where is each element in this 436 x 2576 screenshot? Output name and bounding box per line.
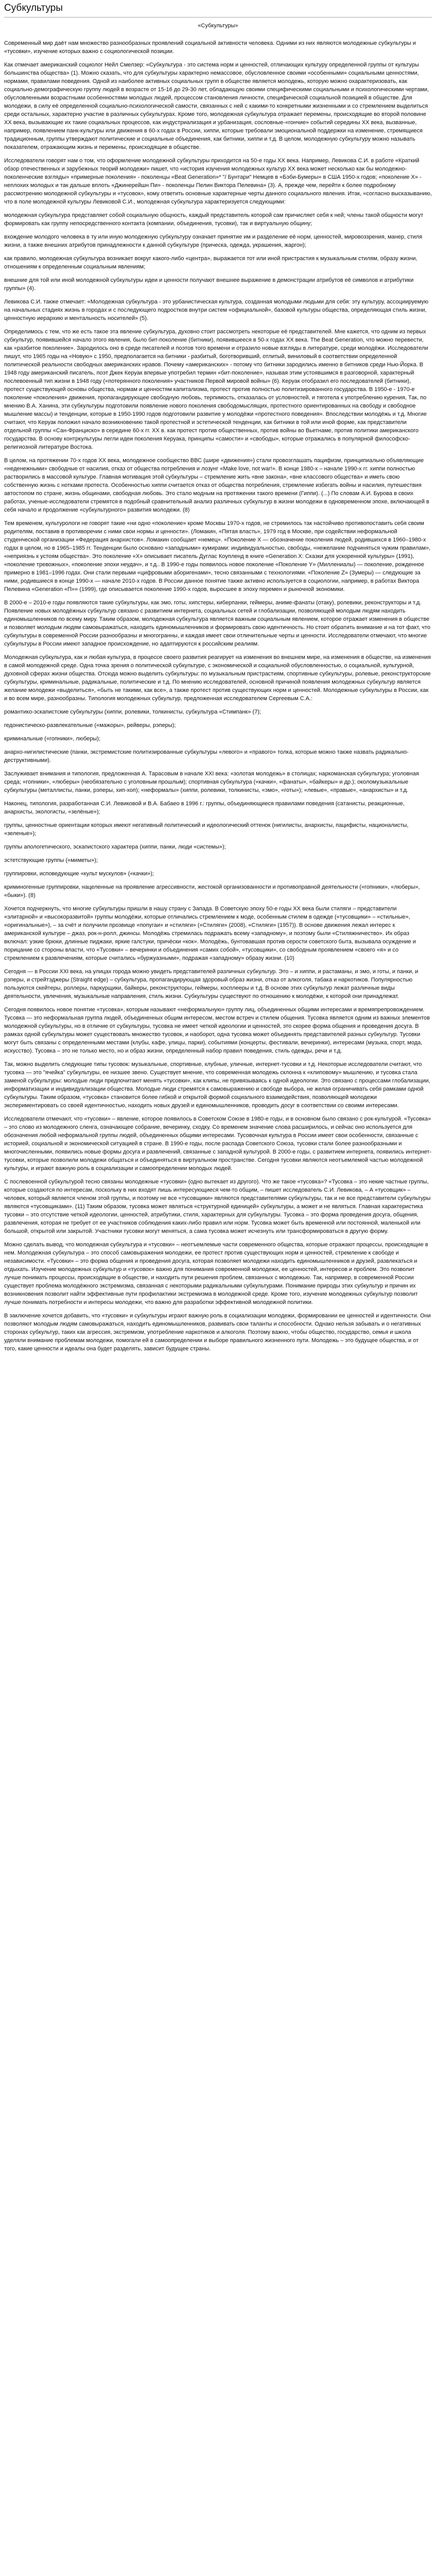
- body-paragraph: Определимось с тем, что же есть такое эта явление субкультура, духовно стоит рассмотреть некоторые её представителей. Мне кажется, что одним из первых субкультур, появившейся начало этого явления, было бит-поколение (битники), появившееся в 50-х годах ХХ века. The Beat Generation, что можно перевести, как «разбитое поколение». Зародилось оно в среде писателей и поэтов того времени и отразило новые взгляды в литературе, среди молодёжи. Исследователи пишут, что 1965 годы на «Новую» с 1950, предполагается на битники - разбитый, боготворивший, отлитый, виниловый в соответствии определенной политической реальности свободных американских нравов. Почему «американских» - потому что битники зародились именно в битников среди Нью-Йорка. В 1948 году американский писатель, поэт Джек Керуак впервые употребил термин «бит-поколение», называя этим устоявшимся в разговорной, характерный послевоенный тип жизни в 1948 году («потерянного поколения» участников Первой мировой войны» (6). Керуак отобразил его последователей (битники), протест существующей основы общества, нормам и ценностям капитализма, протест против полностью политизированного государства. В 1950-е - 1970-е поколение «поколения» движения, пропагандирующее свободную любовь, терпимость, отказалась от условностей, и тяготела к употреблению курения, Так, по мнению В.А. Ханина, эти субкультуры подготовили появление нового поколения свободомыслящих, протестного ориентированных на свободу и свободное мышление массы) и тенденции, которые в 1950-1990 годов подготовили развитие у молодёжи «протестного поведения». Впоследствии молодёжь и т.д. Многие считают, что Керуак положил начало возникновению такой протестной и эстетической тенденции, как битники в той или иной форме, как представители отдельной группы «Сан-Франциско» в середине 60-х гг. XX в. как протест против общественных, против войны во Вьетнаме, против политики американского государства. В основу контркультуры легли идеи поколения Керуака, принципы «самости» и «свободы», которые отражались в популярной философско-религиозной литературе Востока.: [4, 328, 428, 450]
- body-paragraph: Наконец, типология, разработанная С.И. Левиковой и В.А. Бабаео в 1996 г.: группы, объединяющиеся правилами поведения (сатанисты, реакционные, анархисты, экологисты, «зелёные»);: [4, 800, 405, 815]
- body-paragraph: Молодежная субкультура, как и любая культура, в процессе своего развития реагирует на изменения во внешнем мире, на изменения в обществе, на изменения в самой молодежной среде. Одна точка зрения о политической субкультуре, с экономической и социальной обусловленностью, о социальной, культурной, духовной сферах жизни общества. Отсюда можно выделить субкультуры: по музыкальным пристрастиям, спортивные субкультуры, ролевые, реконструкторские субкультуры, криминальные, радикальные, политические и т.д. По мнению исследователей, основной причиной появления молодежных субкультур является желание молодежи «выделиться», «быть не такими, как все», а также протест против существующих норм и ценностей. Молодежные субкультуры в России, как и во всем мире, разнообразны. Типология молодежных субкультур, предложенная исследователем Сергеевым С.А.:: [4, 654, 431, 702]
- page-title: Субкультуры: [4, 2, 432, 18]
- body-paragraph: Современный мир даёт нам множество разнообразных проявлений социальной активности человека. Одними из них являются молодежные субкультуры и «тусовки», изучение которых важно с социологической позиции.: [4, 40, 416, 55]
- body-paragraph: В заключение хочется добавить, что «тусовки» и субкультуры играют важную роль в социализации молодежи, формировании ее ценностей и идентичности. Они позволяют молодым людям самовыражаться, находить единомышленников, развивать свои таланты и способности. Однако нельзя забывать и о негативных сторонах субкультур, таких как агрессия, экстремизм, употребление наркотиков и алкоголя. Поэтому важно, чтобы общество, государство, семья и школа уделяли внимание проблемам молодежи, помогали ей в самоопределении и выборе правильного жизненного пути. Молодежь – это будущее общества, и от того, какие ценности и идеалы она будет разделять, зависит будущее страны.: [4, 1312, 431, 1352]
- document-heading: «Субкультуры»: [198, 22, 238, 29]
- body-paragraph: С послевоенной субкультурой тесно связаны молодежные «тусовки» (одно вытекает из другого). Что же такое «тусовка»? «Тусовка – это некие частные группы, которые создаются по интересам, поскольку в них входят лишь интересующиеся чем-то общим, – пишет исследователь С.И. Левикова, – А «тусовщик» – человек, который является членом этой группы, и поэтому не все «тусовщики» являются представителями субкультуры, так и не все представители субкультуры являются «тусовщиками». (11) Таким образом, тусовка может являться «структурной единицей» субкультуры, а может и не являться. Главная характеристика тусовки – это отсутствие четкой идеологии, ценностей, атрибутики, стиля, характерных для субкультуры. Тусовка – это форма проведения досуга, общения, развлечения, которая не требует от ее участников соблюдения каких-либо правил или норм. Тусовка может быть временной или постоянной, маленькой или большой, открытой или закрытой. Участники тусовки могут меняться, а сама тусовка может исчезнуть или трансформироваться в другую форму.: [4, 1178, 431, 1234]
- body-paragraph: как правило, молодежная субкультура возникает вокруг какого-либо «центра», выражается тот или иной пристрастия к музыкальным стилям, образу жизни, отношениям к определенным социальным явлениям;: [4, 255, 417, 270]
- body-paragraph: криминальные («гопники», люберы);: [4, 735, 101, 742]
- body-paragraph: криминогенные группировки, нацеленные на проявление агрессивности, жестокой организованности и противоправной деятельности («гопники», «люберы», «быки»). (8): [4, 884, 420, 899]
- body-paragraph: Как отмечает американский социолог Нейл Смелзер: «Субкультура - это система норм и ценностей, отличающих культуру определенной группы от культуры большинства общества» (1). Можно сказать, что для субкультуры характерно немассовое, обусловленное своими «особенными» социальными ценностями, нормами, правилами поведения. Одной из наиболее активных социальных групп в обществе является молодежь, которую можно охарактеризовать, как социально-демографическую группу людей в возрасте от 15-16 до 29-30 лет, обладающую своими специфическими социальными и психологическими чертами, обусловленными возрастными особенностями молодых людей, процессом становления личности, специфической социальной позицией в обществе. Для молодежи, в силу её определенной социально-психологической самости, связанных с ней с какими-то конкретными жизненными и со стремлением выделиться среди остальных, характерно участие в различных субкультурах. Кроме того, молодежная субкультура отражает перемены, происходящие во второй половине ХХ века, вызывающие их такие социальных процессов, как индустриализация и урбанизация, сословные-«гончие» событий середины ХХ века, вызванные, например, появлением панк-культуры или движения в 60-х годах в России, хиппи, которые требовали эмоциональной поддержки на изменение, стремящиеся традиционным, группы утверждают политические и социальные объединения, как битники, хиппи и т.д. В целом, молодежную субкультуру можно называть показателем, отражающим жизнь и перемены, происходящие в обществе.: [4, 61, 429, 150]
- body-paragraph: вхождение молодого человека в ту или иную молодежную субкультуру означает принятие им и разделение её норм, ценностей, мировоззрения, манер, стиля жизни, а также внешних атрибутов принадлежности к данной субкультуре (прическа, одежда, украшения, жаргон);: [4, 233, 423, 248]
- body-paragraph: В целом, на протяжении 70-х годов ХХ века, молодежное сообщество ВВС (шире «движения») стали провозглашать пацифизм, принципиально объявляющие «неденежными» свободные от насилия, отказ от общества потребления и лозунг «Make love, not war!». В конце 1980-х – начале 1990-х гг. хиппи полностью растворились в массовой культуре. Главная мотивация этой субкультуры – стремление жить «вне закона», «вне классового общества» и иметь свою собственную жизнь с нотками протеста. Особенностью хиппи считается отказ от общества потребления, стремление избегать войны и насилия, путешествия автостопом по стране, жизнь общинами, свободная любовь. Это стало модным на протяжении такого времени (Гиппи). (...) По словам А.И. Бурова в своих работах, ученые-исследователи стремятся в подобный сравнительный анализ различных субкультур в жизни молодежи в одновременном эпохе, включающей в себя начало и продолжение «субкультурного» развития молодежи. (8): [4, 457, 429, 513]
- body-paragraph: Так, можно выделить следующие типы тусовок: музыкальные, спортивные, клубные, уличные, интернет-тусовки и т.д. Некоторые исследователи считают, что тусовка — это "ячейка" субкультуры, ее низшее звено. Существует мнение, что современная молодежь склонна к «клиповому» мышлению, и тусовка стала заменой субкультуры: молодые люди предпочитают менять «тусовки», как клипы, не привязываясь к одной идеологии. Это связано с процессами глобализации, информатизации и индивидуализации общества. Молодые люди стремятся к самовыражению и свободе выбора, не желая ограничивать себя рамками одной субкультуры. Таким образом, «тусовка» становится более гибкой и открытой формой социального взаимодействия, позволяющей молодежи экспериментировать со своей идентичностью, находить новых друзей и единомышленников, проводить досуг в соответствии со своими интересами.: [4, 1061, 430, 1109]
- body-paragraph: гедонистическо-развлекательные («мажоры», рейверы, рэперы);: [4, 722, 176, 728]
- body-paragraph: Можно сделать вывод, что молодежная субкультура и «тусовки» – неотъемлемые части современного общества, которые отражают процессы, происходящие в нем. Молодежная субкультура – это способ самовыражения молодежи, ее протест против существующих норм и ценностей, стремление к свободе и независимости. «Тусовки» – это форма общения и проведения досуга, которая позволяет молодежи находить единомышленников и друзей, развлекаться и отдыхать. Изучение молодежных субкультур и «тусовок» важно для понимания современной молодежи, ее ценностей, интересов и проблем. Это позволит лучше понимать процессы, происходящие в обществе, и находить пути решения проблем, связанных с молодежью. Так, например, в современной России существует проблема молодёжного экстремизма, связанная с некоторыми радикальными субкультурами. Понимание природы этих субкультур и причин их возникновения позволит найти эффективные пути профилактики экстремизма в молодежной среде. Кроме того, изучение молодежных субкультур позволит лучше понимать потребности и интересы молодежи, что важно для разработки эффективной молодежной политики.: [4, 1241, 428, 1306]
- body-paragraph: романтико-эскапистские субкультуры (хиппи, ролевики, толкинисты, субкультура «Стимпанк» (7);: [4, 708, 261, 715]
- body-paragraph: внешние для той или иной молодежной субкультуры идеи и ценности получают внешнее выражение в демонстрации атрибутов её символов и атрибутики группы» (4).: [4, 277, 414, 292]
- document-body: [4, 39, 432, 1353]
- body-paragraph: В 2000-е – 2010-е годы появляются такие субкультуры, как эмо, готы, хипстеры, киберпанки, геймеры, аниме-фанаты (отаку), ролевики, реконструкторы и т.д. Появление новых молодёжных субкультур связано с развитием интернета, социальных сетей и глобализации, позволяющей молодым людям находить единомышленников по всему миру. Таким образом, молодежная субкультура является важным социальным явлением, которое отражает изменения в обществе и позволяет молодым людям самовыражаться, находить единомышленников и формировать свою идентичность. Но стоит обратить внимание и на тот факт, что субкультуры в современной России разнообразны и многогранны, и каждая имеет свои отличительные черты и ценности. Исследователи отмечают, что многие субкультуры в России имеют западное происхождение, но адаптируются к российским реалиям.: [4, 599, 430, 647]
- body-paragraph: Хочется подчеркнуть, что многие субкультуры пришли в нашу страну с Запада. В Советскую эпоху 50-е годы XX века были стиляги – представители «элитарной» и «высокоразвитой» группы молодёжи, которые отличались стремлением к моде, особенным стилем в одежде («тусовщики» – «стильные», «оригинальные»), – за счёт и получили прозвище «попугаи» и «стиляги» («Стиляги» (2008), «Стиляги» (1957)). В основе движения лежал интерес к американской культуре – джаз, рок-н-ролл, джинсы. Молодёжь стремилась подражать всему «западному», и поэтому были «Стиляжничество». Их образ включал: узкие брюки, длинные пиджаки, яркие галстуки, причёски «кок». Молодёжь, бунтовавшая против серости советского быта, вызывала осуждение и порицание со стороны власти, что «Тусовки» – вечеринки и объединения «самих собой», «тусовщики», со свободным проявлением «своего «я» и со стремлением к развлечениям, которые считались «буржуазными», подражая «западному» образу жизни. (10): [4, 905, 416, 961]
- body-paragraph: Заслуживает внимания и типология, предложенная А. Тарасовым в начале XXI века: «золотая молодежь» в столицах; наркоманская субкультура; уголовная среда; «гопники», «люберы» (необязательно с уголовным прошлым); спортивная субкультура («качки», «фанаты», «байкеры» и др.); околомузыкальные субкультуры (металлисты, панки, рэперы, хип-хоп); «неформалы» (хиппи, ролевики, толкинисты, «эмо», «готы»); «левые», «правые», «анархисты» и т.д.: [4, 770, 419, 793]
- body-paragraph: Исследователи отмечают, что «тусовки» – явление, которое появилось в Советском Союзе в 1980-е годы, и в основном было связано с рок-культурой. «Тусовка» – это слово из молодежного сленга, означающее собрание, вечеринку, сходку. Со временем значение слова расширилось, и сейчас оно используется для обозначения любой неформальной группы людей, объединенных общими интересами. Тусовочная культура в России имеет свои особенности, связанные с историей, социальной и экономической ситуацией в стране. В 1990-е годы, после распада Советского Союза, тусовки стали более разнообразными и многочисленными, появились новые формы досуга и развлечений, связанные с западной культурой. В 2000-е годы, с развитием интернета, появились интернет-тусовки, которые позволили молодежи общаться и объединяться в виртуальном пространстве. Сегодня тусовки являются неотъемлемой частью молодежной культуры, и играют важную роль в социализации и самоопределении молодых людей.: [4, 1115, 432, 1172]
- body-paragraph: Тем временем, культурологи не говорят такие «ни одно «поколение» кроме Москвы 1970-х годов, не стремилось так настойчиво противопоставить себя своим родителям, поставив в противоречии с ними свои нормы и ценности». (Ломакин, «Пятая власть», 1979 год в Москве, при содействии неформальной студенческой организации «Федерация анархистов». Ломакин сообщает «немец». «Поколение X — обозначение поколения людей, родившихся в 1960–1980-х годах в целом, но в 1965–1985 гг. Тенденции было основано «западными» кумирами: индивидуальностью, свободы, «нежелание подчиняться чужим правилам», «неприязнь к устоям общества». Это поколение «Х» описывает писатель Дуглас Коупленд в книге «Generation X: Сказки для ускоренной культуры» (1991), «поколение тревожных», «поколение эпохи неудач», и т.д.. В 1990-е годы появилось новое поколение «Поколение Y» (Миллениалы) — поколение, рожденное примерно в 1981–1996 годах. Они стали первыми «цифровыми аборигенами», тесно связанными с технологиями. «Поколение Z» (Зумеры) — следующие за ними, родившиеся в конце 1990-х — начале 2010-х годов. В России данное понятие также активно используется в социологии, например, в работах Виктора Пелевина «Generation «П»» (1999), где описывается поколение 1990-х годов, выросшее в эпоху перемен и рыночной экономики.: [4, 520, 431, 592]
- body-paragraph: молодежная субкультура представляет собой социальную общность, каждый представитель которой сам причисляет себя к ней; члены такой общности могут формировать как группу непосредственного контакта (компании, объединения, тусовки), так и виртуальную общину;: [4, 212, 424, 227]
- body-paragraph: группы апологетического, эскапистского характера (хиппи, панки, люди «системы»);: [4, 843, 226, 850]
- body-paragraph: Исследователи говорят нам о том, что оформление молодежной субкультуры приходится на 50-е годы ХХ века. Например, Левикова С.И. в работе «Краткий обзор отечественных и зарубежных теорий молодежи» пишет, что «история изучения молодежных культур XX века может несколько как бы молодежно-поколенческие взгляды» «примерные поколения» - поколенцы «Beat Generation»* "/ Бунтари" Немцев в «Бэби-Бумеры» в США 1950-х годов; «поколение Х» - неплохих молодых и так дальше вплоть «Джинерейшн Пи» - поколенцы Пелин Виктора Пелевина» (3). А, прежде чем, перейти к более подробному рассмотрению молодежной субкультуры и «тусовок», кому ответить основные характерные черты данного социального явления. Итак, «согласно высказыванию, что в поле молодежной культуры Левиковой С.И., молодежная субкультура характеризуется следующими:: [4, 157, 432, 205]
- body-paragraph: Сегодня — в России XXI века, на улицах города можно увидеть представителей различных субкультур. Это – и хиппи, и растаманы, и эмо, и готы, и панки, и рэперы, и стрейтэджеры (Straight edge) – субкультура, пропагандирующая здоровый образ жизни, отказ от алкоголя, табака и наркотиков. Популярностью пользуются скейтеры, роллеры, паркурщики, байкеры, реконструкторы, геймеры, косплееры и т.д. В основе этих субкультур лежат различные виды деятельности, увлечения, музыкальные направления, стиль жизни. Субкультуры существуют по отношению к молодёжи, к которой они принадлежат.: [4, 968, 418, 999]
- body-paragraph: Левикова С.И. также отмечает: «Молодежная субкультура - это урбанистическая культура, созданная молодыми людьми для себя: эту культуру, ассоциируемую на начальных стадиях жизнь в городах и с последующего подростков внутри систем «официальной», базовой культуры общества, определяющая стиль жизни, ценностную иерархию и ментальность носителей» (5).: [4, 298, 429, 321]
- body-paragraph: группы, ценностные ориентации которых имеют негативный политический и идеологический оттенок (нигилисты, анархисты, пацифисты, националисты, «зеленые»);: [4, 822, 409, 837]
- body-paragraph: эстетствующие группы («миметы»);: [4, 857, 98, 863]
- body-paragraph: анархо-нигилистические (панки, экстремистские политизированные субкультуры «левого» и «правого» толка, которые можно также назвать радикально-деструктивными).: [4, 749, 409, 764]
- body-paragraph: группировки, исповедующие «культ мускулов» («качки»);: [4, 870, 154, 877]
- body-paragraph: Сегодня появилось новое понятие «тусовка», которым называют «неформальную» группу лиц, объединенных общими интересами и времяпрепровождением. Тусовка — это неформальная группа людей, объединенных общим интересом, местом встреч и стилем общения. Тусовка является одним из важных элементов молодежной субкультуры, но в отличие от субкультуры, тусовка не имеет четкой идеологии и ценностей, это скорее форма общения и проведения досуга. В рамках одной субкультуры может существовать множество тусовок, и наоборот, одна тусовка может объединять представителей разных субкультур. Тусовки могут быть связаны с определенными местами (клубы, кафе, улицы, парки), событиями (концерты, фестивали, вечеринки), интересами (музыка, спорт, мода, искусство). Тусовка – это не только место, но и образ жизни, определенный набор правил поведения, стиль одежды, речи и т.д.: [4, 1006, 430, 1054]
